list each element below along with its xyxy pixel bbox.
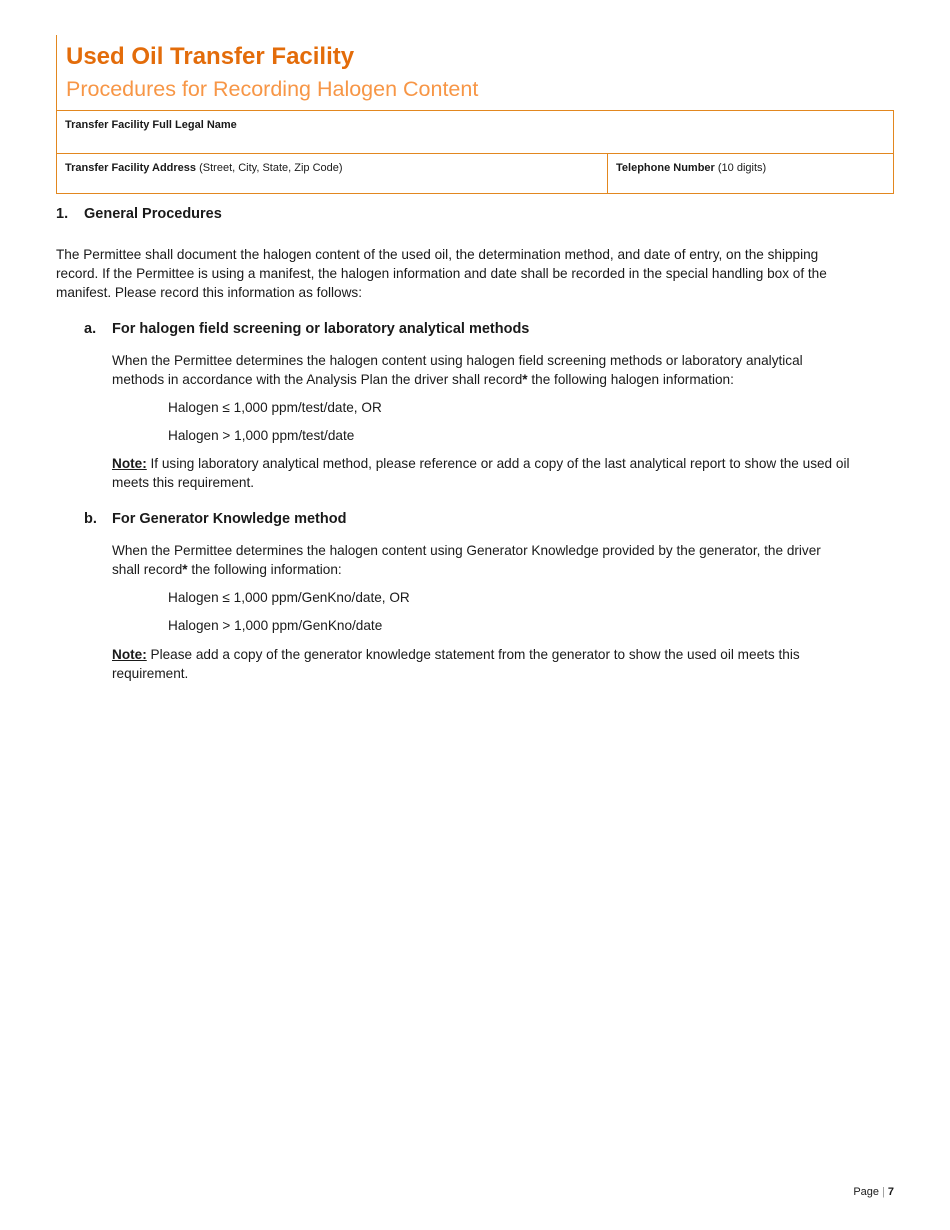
subsection-a-heading: For halogen field screening or laboratory analytical methods [112,321,530,337]
note-line: requirement. [112,666,189,681]
facility-name-field[interactable] [57,111,893,154]
note-label: Note: [112,456,147,471]
page-label: Page [853,1186,880,1198]
halogen-entry: Halogen ≤ 1,000 ppm/test/date, OR [168,400,382,415]
facility-name-label: Transfer Facility Full Legal Name [65,119,237,131]
note-label: Note: [112,647,147,662]
paragraph-line: manifest. Please record this information as follows: [56,285,362,300]
note-line: Note: If using laboratory analytical method, please reference or add a copy of the last analytical report to show the used oil [112,456,850,471]
halogen-entry: Halogen > 1,000 ppm/GenKno/date [168,618,383,633]
paragraph-line: record. If the Permittee is using a manifest, the halogen information and date shall be recorded in the special handling box of the [56,266,827,281]
section-heading: General Procedures [84,206,222,222]
page-title: Used Oil Transfer Facility [66,43,355,70]
halogen-entry: Halogen ≤ 1,000 ppm/GenKno/date, OR [168,590,410,605]
paragraph-line: The Permittee shall document the halogen content of the used oil, the determination method, and date of entry, on the shipping [56,247,819,262]
telephone-label: Telephone Number (10 digits) [616,162,767,174]
facility-address-field[interactable] [57,154,608,194]
subsection-b-heading: For Generator Knowledge method [112,511,347,527]
subsection-b-marker: b. [84,511,97,527]
page-footer [853,1186,894,1198]
footer-separator: | [882,1186,885,1198]
telephone-field[interactable] [608,154,893,194]
note-line: meets this requirement. [112,475,255,490]
paragraph-line: methods in accordance with the Analysis Plan the driver shall record* the following halogen information: [112,372,734,387]
subsection-a-marker: a. [84,321,97,337]
facility-address-label: Transfer Facility Address (Street, City, State, Zip Code) [65,162,343,174]
note-line: Note: Please add a copy of the generator knowledge statement from the generator to show the used oil meets this [112,647,800,662]
paragraph-line: shall record* the following information: [112,562,342,577]
header-block [56,35,895,110]
page-subtitle: Procedures for Recording Halogen Content [66,77,479,101]
halogen-entry: Halogen > 1,000 ppm/test/date [168,428,355,443]
section-number: 1. [56,206,69,222]
page-number: 7 [887,1186,894,1198]
paragraph-line: When the Permittee determines the halogen content using Generator Knowledge provided by the generator, the driver [112,543,821,558]
facility-info-table [56,110,894,194]
paragraph-line: When the Permittee determines the halogen content using halogen field screening methods or laboratory analytical [112,353,803,368]
